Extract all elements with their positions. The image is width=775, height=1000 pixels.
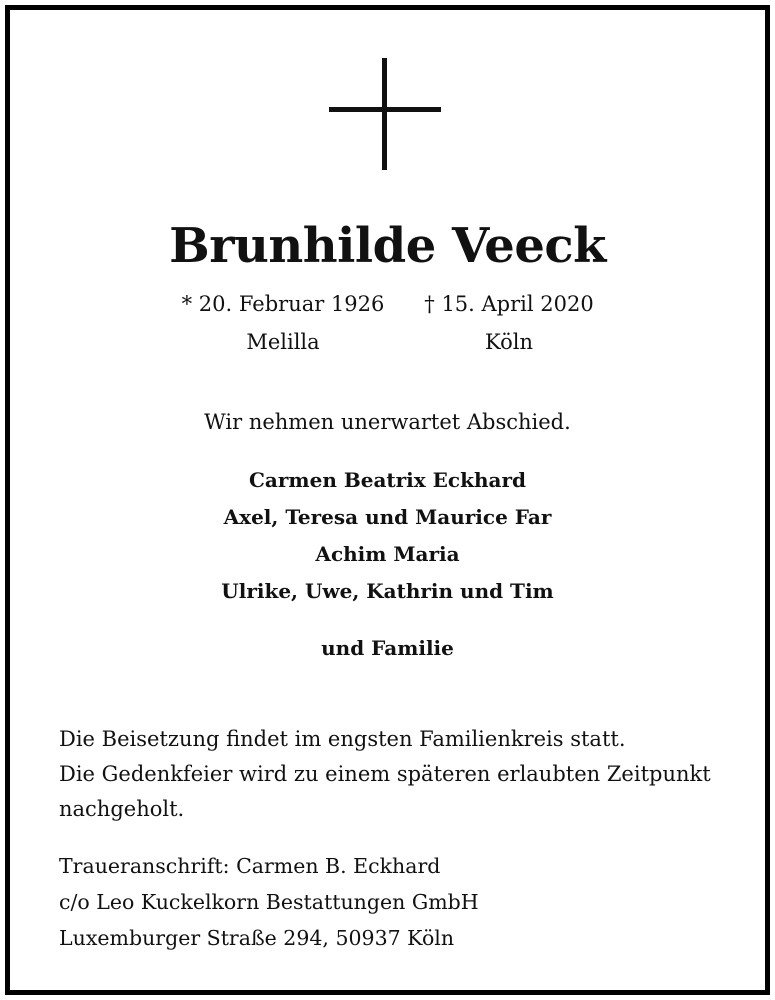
mourner-line: Ulrike, Uwe, Kathrin und Tim — [221, 579, 554, 603]
birth-place: Melilla — [246, 330, 320, 354]
address-line: Traueranschrift: Carmen B. Eckhard — [59, 854, 441, 878]
address-line: Luxemburger Straße 294, 50937 Köln — [59, 926, 455, 950]
cross-icon — [329, 58, 441, 170]
death-info — [389, 285, 629, 361]
deceased-name: Brunhilde Veeck — [169, 218, 606, 274]
mourner-line: Axel, Teresa und Maurice Far — [223, 505, 552, 529]
mourner-line: Achim Maria — [315, 542, 460, 566]
mourners-list — [0, 462, 775, 610]
funeral-notice-line: Die Beisetzung findet im engsten Familienkreis statt. — [59, 727, 626, 751]
funeral-notice-line: Die Gedenkfeier wird zu einem späteren erlaubten Zeitpunkt — [59, 762, 711, 786]
mourner-line: Carmen Beatrix Eckhard — [249, 468, 526, 492]
birth-date: * 20. Februar 1926 — [181, 292, 385, 316]
funeral-notice — [59, 722, 739, 827]
farewell-tagline: Wir nehmen unerwartet Abschied. — [204, 410, 571, 434]
family-line: und Familie — [321, 636, 454, 660]
address-line: c/o Leo Kuckelkorn Bestattungen GmbH — [59, 890, 479, 914]
birth-info — [163, 285, 403, 361]
funeral-notice-line: nachgeholt. — [59, 797, 185, 821]
mourning-address — [59, 848, 739, 956]
death-date: † 15. April 2020 — [424, 292, 594, 316]
death-place: Köln — [484, 330, 533, 354]
